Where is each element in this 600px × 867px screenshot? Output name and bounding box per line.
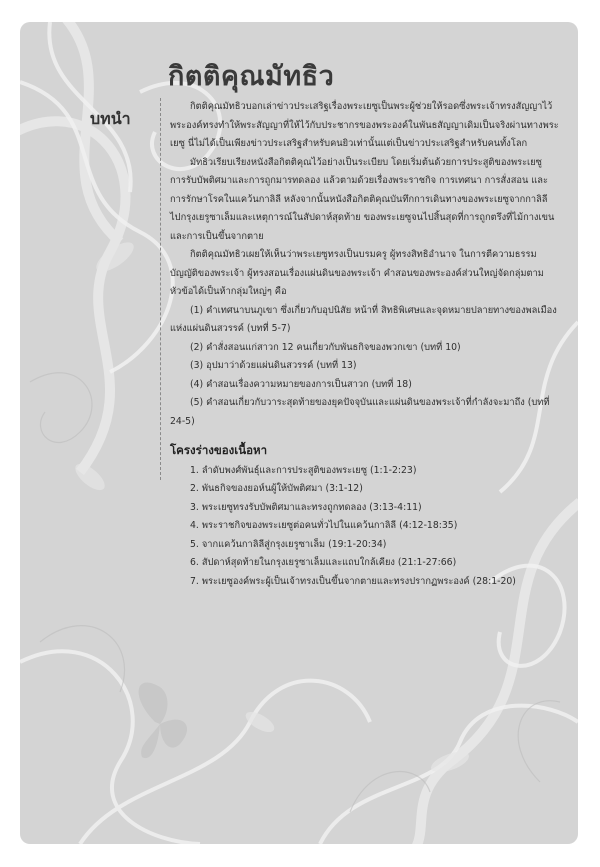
outline-item: 7. พระเยซูองค์พระผู้เป็นเจ้าทรงเป็นขึ้นจากตายและทรงปรากฏพระองค์ (28:1-20) xyxy=(190,575,516,587)
outline-item: 1. ลำดับพงศ์พันธุ์และการประสูติของพระเยซู (1:1-2:23) xyxy=(190,464,417,476)
teaching-group-item: (4) คำสอนเรื่องความหมายของการเป็นสาวก (บทที่ 18) xyxy=(190,378,412,390)
outline-item: 4. พระราชกิจของพระเยซูต่อคนทั่วไปในแคว้นกาลิลี (4:12-18:35) xyxy=(190,520,458,531)
teaching-group-item: (3) อุปมาว่าด้วยแผ่นดินสวรรค์ (บทที่ 13) xyxy=(190,360,357,371)
teaching-group-item: (2) คำสั่งสอนแก่สาวก 12 คนเกี่ยวกับพันธกิจของพวกเขา (บทที่ 10) xyxy=(190,341,461,353)
outline-item: 2. พันธกิจของยอห์นผู้ให้บัพติศมา (3:1-12) xyxy=(190,483,363,494)
teaching-group-item: (5) คำสอนเกี่ยวกับวาระสุดท้ายของยุคปัจจุบันและแผ่นดินของพระเจ้าที่กำลังจะมาถึง (บทที่ 24-5) xyxy=(170,397,550,427)
outline-heading: โครงร่างของเนื้อหา xyxy=(170,443,268,457)
section-divider xyxy=(160,98,161,480)
teaching-group-item: (1) คำเทศนาบนภูเขา ซึ่งเกี่ยวกับอุปนิสัย หน้าที่ สิทธิพิเศษและจุดหมายปลายทางของพลเมืองแห่งแผ่นดินสวรรค์ (บทที่ 5-7) xyxy=(170,304,557,334)
butterfly-icon xyxy=(139,682,187,758)
book-title: กิตติคุณมัทธิว xyxy=(168,61,335,92)
outline-item: 6. สัปดาห์สุดท้ายในกรุงเยรูซาเล็มและแถบใกล้เคียง (21:1-27:66) xyxy=(190,557,457,568)
intro-paragraph: กิตติคุณมัทธิวเผยให้เห็นว่าพระเยซูทรงเป็นบรมครู ผู้ทรงสิทธิอำนาจ ในการตีความธรรมบัญญัติของพระเจ้า ผู้ทรงสอนเรื่องแผ่นดินของพระเจ้า คำสอนของพระองค์ส่วนใหญ่จัดกลุ่มตามหัวข้อได้เป็นห้ากลุ่มใหญ่ๆ คือ xyxy=(170,249,544,297)
introduction-content xyxy=(170,98,560,591)
intro-paragraph: มัทธิวเรียบเรียงหนังสือกิตติคุณไว้อย่างเป็นระเบียบ โดยเริ่มต้นด้วยการประสูติของพระเยซู การรับบัพติศมาและการถูกมารทดลอง แล้วตามด้วยเรื่องพระราชกิจ การเทศนา การสั่งสอน และการรักษาโรคในแคว้นกาลิลี หลังจากนั้นหนังสือกิตติคุณบันทึกการเดินทางของพระเยซูจากกาลิลี ไปกรุงเยรูซาเล็มและเหตุการณ์ในสัปดาห์สุดท้าย ของพระเยซูจนไปสิ้นสุดที่การถูกตรึงที่ไม้กางเขนและการเป็นขึ้นจากตาย xyxy=(170,156,555,242)
page-background xyxy=(20,22,578,844)
outline-item: 3. พระเยซูทรงรับบัพติศมาและทรงถูกทดลอง (3:13-4:11) xyxy=(190,501,422,513)
intro-paragraph: กิตติคุณมัทธิวบอกเล่าข่าวประเสริฐเรื่องพระเยซูเป็นพระผู้ช่วยให้รอดซึ่งพระเจ้าทรงสัญญาไว้ พระองค์ทรงทำให้พระสัญญาที่ให้ไว้กับประชากรของพระองค์ในพันธสัญญาเดิมเป็นจริงผ่านทางพระเยซู นี่ไม่ได้เป็นเพียงข่าวประเสริฐสำหรับคนยิวเท่านั้นแต่เป็นข่าวประเสริฐสำหรับคนทั้งโลก xyxy=(170,101,559,149)
outline-item: 5. จากแคว้นกาลิลีสู่กรุงเยรูซาเล็ม (19:1-20:34) xyxy=(190,538,387,550)
section-label-introduction: บทนำ xyxy=(90,109,131,128)
